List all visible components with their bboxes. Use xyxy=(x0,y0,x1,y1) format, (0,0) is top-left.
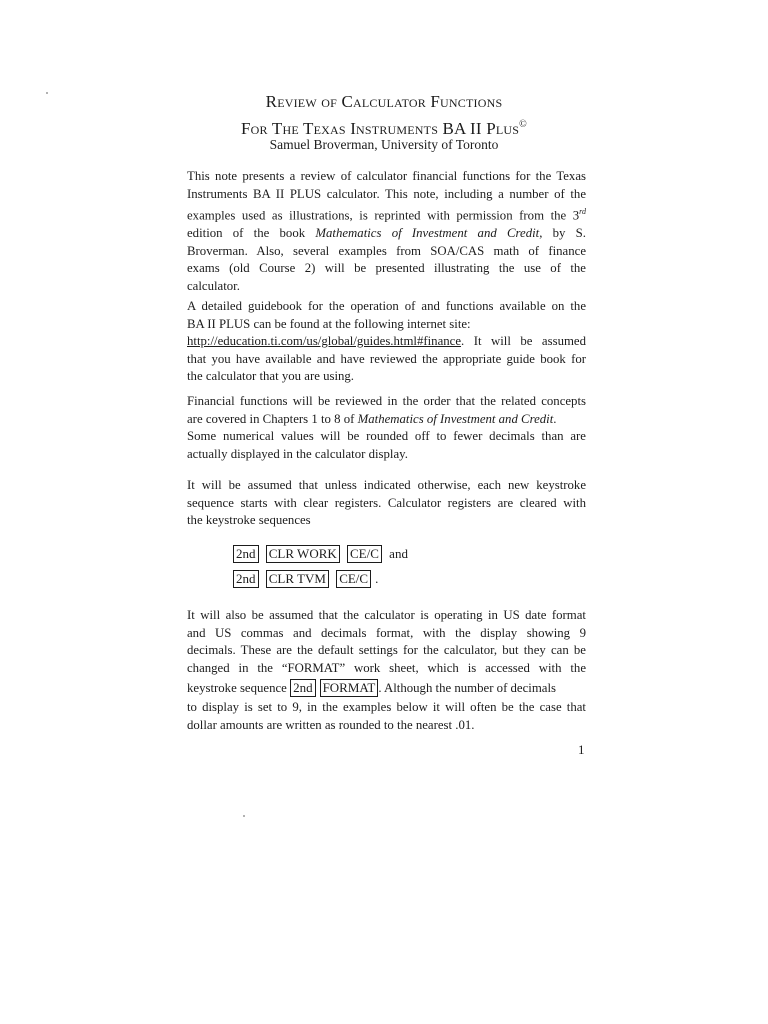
key-ce-c: CE/C xyxy=(347,545,382,563)
guidebook-link[interactable]: http://education.ti.com/us/global/guides.html#finance xyxy=(187,334,462,349)
key-2nd: 2nd xyxy=(233,570,259,588)
keystroke-sequence-clr-tvm: 2nd CLR TVM CE/C . xyxy=(233,570,378,588)
author-line: Samuel Broverman, University of Toronto xyxy=(269,137,499,152)
copyright-symbol: © xyxy=(519,119,527,130)
key-ce-c: CE/C xyxy=(336,570,371,588)
document-title-line-1: Review of Calculator Functions xyxy=(265,92,503,111)
keystroke-sequence-clr-work: 2nd CLR WORK CE/C and xyxy=(233,545,408,563)
key-clr-tvm: CLR TVM xyxy=(266,570,329,588)
paragraph-guidebook: A detailed guidebook for the operation of and functions available on the BA II PLUS can be found at the following internet site: http://education.ti.com/us/global/guides.html#finance. It will be assumed that you have available and have reviewed the appropriate guide book for the calculator that you are using. xyxy=(187,299,586,384)
paragraph-clear-registers: It will be assumed that unless indicated otherwise, each new keystroke sequence starts with clear registers. Calculator registers are cleared with the keystroke sequences xyxy=(187,478,586,528)
paragraph-intro: This note presents a review of calculator financial functions for the Texas Instruments BA II PLUS calculator. This note, including a number of the examples used as illustrations, is reprinted with permission from the 3rd edition of the book Mathematics of Investment and Credit, by S. Broverman. Also, several examples from SOA/CAS math of finance exams (old Course 2) will be presented illustrating the use of the calculator. xyxy=(187,169,586,293)
page-number: 1 xyxy=(578,742,585,757)
paragraph-order: Financial functions will be reviewed in the order that the related concepts are covered in Chapters 1 to 8 of Mathematics of Investment and Credit. Some numerical values will be rounded off to fewer decimals than are actually displayed in the calculator display. xyxy=(187,394,586,461)
scan-speck xyxy=(243,815,245,817)
paragraph-format: It will also be assumed that the calculator is operating in US date format and US commas and decimals format, with the display showing 9 decimals. These are the default settings for the calculator, but they can be changed in the “FORMAT” work sheet, which is accessed with the keystroke sequence 2nd FORMAT . Although the number of decimals to display is set to 9, in the examples below it will often be the case that dollar amounts are written as rounded to the nearest .01. xyxy=(187,608,586,732)
key-clr-work: CLR WORK xyxy=(266,545,340,563)
key-2nd: 2nd xyxy=(290,679,316,697)
document-title-line-2: For The Texas Instruments BA II Plus© xyxy=(241,119,527,138)
key-2nd: 2nd xyxy=(233,545,259,563)
key-format: FORMAT xyxy=(320,679,379,697)
